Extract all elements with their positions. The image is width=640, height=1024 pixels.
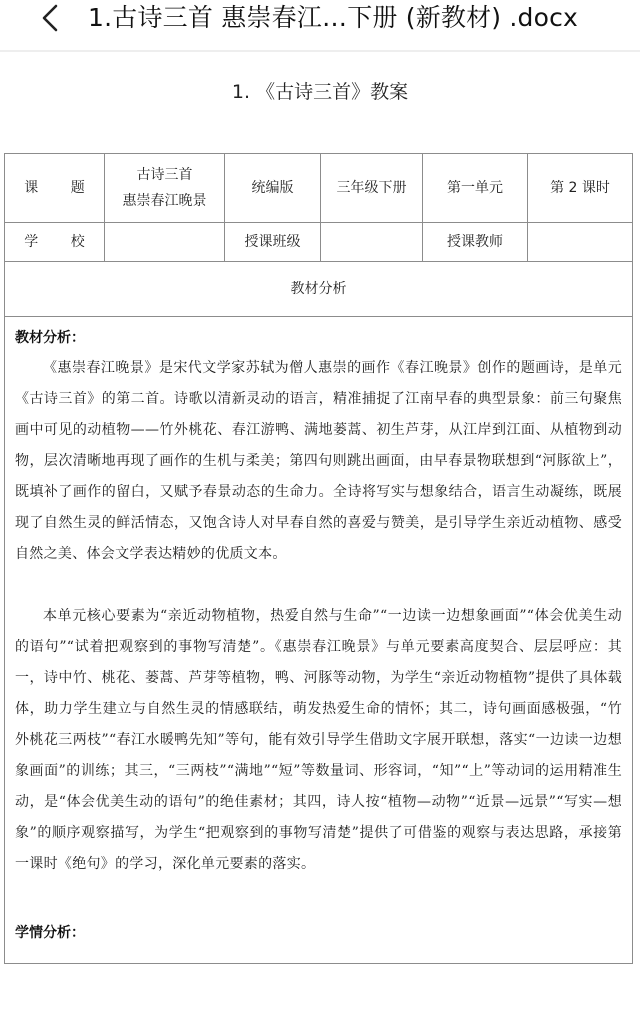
lesson-title-cell	[105, 154, 225, 223]
grade-cell: 三年级下册	[321, 154, 423, 223]
period-cell: 第 2 课时	[528, 154, 633, 223]
topbar-divider	[0, 50, 640, 52]
unit-cell: 第一单元	[423, 154, 528, 223]
class-label-cell: 授课班级	[225, 223, 321, 262]
material-paragraph-1: 《惠崇春江晚景》是宋代文学家苏轼为僧人惠崇的画作《春江晚景》创作的题画诗，是单元《古诗三首》的第二首。诗歌以清新灵动的语言，精准捕捉了江南早春的典型景象：前三句聚焦画中可见的动植物——竹外桃花、春江游鸭、满地蒌蒿、初生芦芽，从江岸到江面、从植物到动物，层次清晰地再现了画作的生机与柔美；第四句则跳出画面，由早春景物联想到“河豚欲上”，既填补了画作的留白，又赋予春景动态的生命力。全诗将写实与想象结合，语言生动凝练，既展现了自然生灵的鲜活情态，又饱含诗人对早春自然的喜爱与赞美，是引导学生亲近动植物、感受自然之美、体会文学表达精妙的优质文本。	[15, 360, 622, 562]
school-label-cell	[5, 223, 105, 262]
teacher-label-cell: 授课教师	[423, 223, 528, 262]
lesson-title-line1: 古诗三首	[136, 167, 193, 183]
section-header-cell: 教材分析	[5, 262, 633, 317]
teacher-value-cell	[528, 223, 633, 262]
table-row-content	[5, 317, 633, 964]
material-paragraph-2: 本单元核心要素为“亲近动物植物，热爱自然与生命”“一边读一边想象画面”“体会优美生动的语句”“试着把观察到的事物写清楚”。《惠崇春江晚景》与单元要素高度契合、层层呼应：其一，诗中竹、桃花、蒌蒿、芦芽等植物，鸭、河豚等动物，为学生“亲近动物植物”提供了具体载体，助力学生建立与自然生灵的情感联结，萌发热爱生命的情怀；其二，诗句画面感极强，“竹外桃花三两枝”“春江水暖鸭先知”等句，能有效引导学生借助文字展开联想，落实“一边读一边想象画面”的训练；其三，“三两枝”“满地”“短”等数量词、形容词，“知”“上”等动词的运用精准生动，是“体会优美生动的语句”的绝佳素材；其四，诗人按“植物—动物”“近景—远景”“写实—想象”的顺序观察描写，为学生“把观察到的事物写清楚”提供了可借鉴的观察与表达思路，承接第一课时《绝句》的学习，深化单元要素的落实。	[15, 608, 622, 872]
top-bar	[0, 0, 640, 38]
table-row-section-header	[5, 262, 633, 317]
page-heading: 1. 《古诗三首》教案	[231, 81, 409, 103]
topic-label: 课 题	[24, 180, 99, 196]
school-value-cell	[105, 223, 225, 262]
chevron-left-icon	[36, 2, 66, 34]
student-analysis-label: 学情分析：	[15, 925, 85, 941]
table-row-school	[5, 223, 633, 262]
table-row-topic	[5, 154, 633, 223]
content-cell	[5, 317, 633, 964]
lesson-info-table	[4, 153, 633, 964]
lesson-title-line2: 惠崇春江晚景	[122, 193, 207, 209]
topic-label-cell	[5, 154, 105, 223]
school-label: 学 校	[24, 234, 99, 250]
class-value-cell	[321, 223, 423, 262]
material-analysis-label: 教材分析：	[15, 330, 85, 346]
back-button[interactable]	[36, 2, 66, 34]
edition-cell: 统编版	[225, 154, 321, 223]
document-filename: 1.古诗三首 惠崇春江…下册 (新教材) .docx	[88, 3, 579, 32]
